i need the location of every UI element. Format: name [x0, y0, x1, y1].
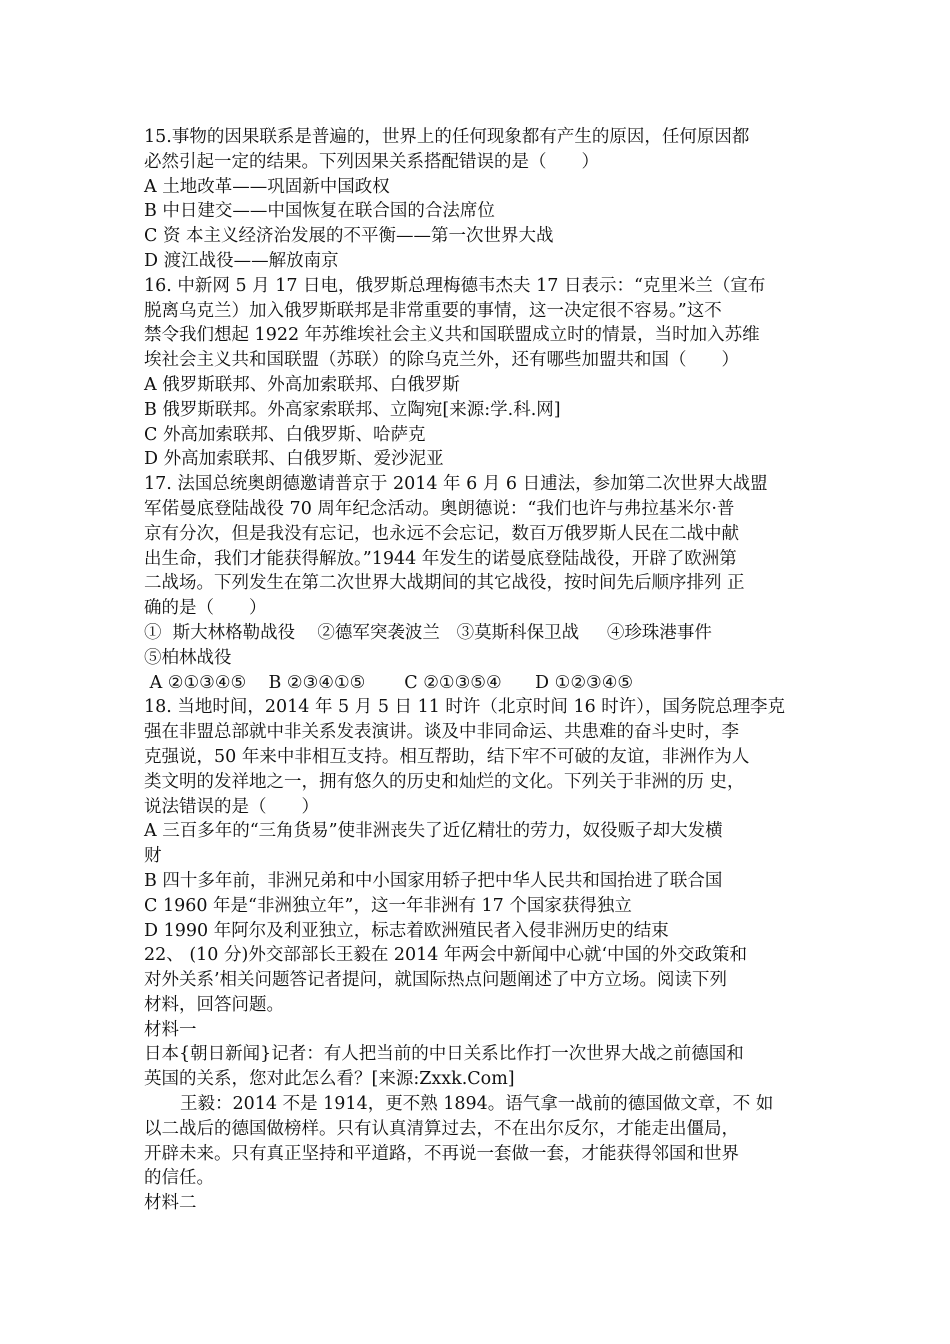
q17-stem-line-6: 确的是（ ） — [144, 598, 267, 619]
q18-stem-line-1: 18. 当地时间，2014 年 5 月 5 日 11 时许（北京时间 16 时许），国务院总理李克 — [144, 697, 786, 718]
q17-stem-line-5: 二战场。下列发生在第二次世界大战期间的其它战役，按时间先后顺序排列 正 — [144, 573, 745, 594]
q18-stem-line-2: 强在非盟总部就中非关系发表演讲。谈及中非同命运、共患难的奋斗史时，李 — [144, 722, 739, 743]
q18-stem-line-4: 类文明的发祥地之一，拥有悠久的历史和灿烂的文化。下列关于非洲的历 史， — [144, 771, 745, 792]
q15-option-c: C 资 本主义经济治发展的不平衡——第一次世界大战 — [144, 226, 554, 247]
q16-option-d: D 外高加索联邦、白俄罗斯、爱沙泥亚 — [144, 449, 444, 470]
q18-stem-line-5: 说法错误的是（ ） — [144, 796, 319, 817]
q22-stem-line-3: 材料，回答问题。 — [144, 994, 284, 1015]
q16-stem-line-2: 脱离乌克兰）加入俄罗斯联邦是非常重要的事情，这一决定很不容易。”这不 — [144, 300, 722, 321]
q16-stem-line-3: 禁令我们想起 1922 年苏维埃社会主义共和国联盟成立时的情景，当时加入苏维 — [144, 325, 760, 346]
q17-stem-line-3: 京有分次，但是我没有忘记，也永远不会忘记，数百万俄罗斯人民在二战中献 — [144, 523, 739, 544]
q16-stem-line-4: 埃社会主义共和国联盟（苏联）的除乌克兰外，还有哪些加盟共和国（ ） — [144, 350, 739, 371]
q16-option-a: A 俄罗斯联邦、外高加索联邦、白俄罗斯 — [144, 374, 460, 395]
q22-stem-line-1: 22、 (10 分)外交部部长王毅在 2014 年两会中新闻中心就‘中国的外交政策和 — [144, 945, 748, 966]
material-one-line-4: 以二战后的德国做榜样。只有认真清算过去，不在出尔反尔，才能走出僵局， — [144, 1118, 739, 1139]
q17-stem-line-1: 17. 法国总统奥朗德邀请普京于 2014 年 6 月 6 日逋法，参加第二次世界大战盟 — [144, 474, 768, 495]
q18-option-d: D 1990 年阿尔及利亚独立，标志着欧洲殖民者入侵非洲历史的结束 — [144, 920, 669, 941]
q15-stem-line-1: 15.事物的因果联系是普遍的，世界上的任何现象都有产生的原因，任何原因都 — [144, 127, 750, 147]
q18-stem-line-3: 克强说，50 年来中非相互支持。相互帮助，结下牢不可破的友谊，非洲作为人 — [144, 746, 750, 767]
q17-stem-line-4: 出生命，我们才能获得解放。”1944 年发生的诺曼底登陆战役，开辟了欧洲第 — [144, 548, 737, 569]
material-one-line-5: 开辟未来。只有真正坚持和平道路，不再说一套做一套，才能获得邻国和世界 — [144, 1143, 739, 1164]
material-one-line-2: 英国的关系，您对此怎么看？[来源:Zxxk.Com] — [144, 1069, 515, 1090]
material-one-line-6: 的信任。 — [144, 1168, 214, 1189]
q15-option-d: D 渡江战役——解放南京 — [144, 250, 339, 271]
q15-option-a: A 土地改革——巩固新中国政权 — [144, 176, 390, 197]
document-page — [144, 125, 814, 1216]
q15-option-b: B 中日建交——中国恢复在联合国的合法席位 — [144, 201, 495, 222]
q18-option-b: B 四十多年前，非洲兄弟和中小国家用轿子把中华人民共和国抬进了联合国 — [144, 870, 723, 891]
material-one-line-3: 王毅：2014 不是 1914，更不熟 1894。语气拿一战前的德国做文章，不 如 — [180, 1094, 774, 1115]
q18-option-a-line-2: 财 — [144, 846, 162, 867]
material-two-heading: 材料二 — [144, 1193, 197, 1214]
q17-stem-line-2: 军偌曼底登陆战役 70 周年纪念活动。奥朗德说：“我们也许与弗拉基米尔·普 — [144, 498, 735, 519]
q18-option-a-line-1: A 三百多年的“三角货易”使非洲丧失了近亿精壮的劳力，奴役贩子却大发横 — [144, 821, 723, 842]
material-one-line-1: 日本{朝日新闻}记者：有人把当前的中日关系比作打一次世界大战之前德国和 — [144, 1044, 744, 1065]
q17-events-line-2: ⑤柏林战役 — [144, 647, 232, 668]
q22-stem-line-2: 对外关系’相关问题答记者提问，就国际热点问题阐述了中方立场。阅读下列 — [144, 970, 728, 991]
q17-options: A ②①③④⑤ B ②③④①⑤ C ②①③⑤④ D ①②③④⑤ — [144, 672, 634, 693]
material-one-heading: 材料一 — [144, 1019, 197, 1040]
q16-stem-line-1: 16. 中新网 5 月 17 日电，俄罗斯总理梅德韦杰夫 17 日表示：“克里米兰（宣布 — [144, 275, 766, 296]
q17-events-line-1: ① 斯大林格勒战役 ②德军突袭波兰 ③莫斯科保卫战 ④珍珠港事件 — [144, 622, 712, 643]
q16-option-c: C 外高加索联邦、白俄罗斯、哈萨克 — [144, 424, 426, 445]
q18-option-c: C 1960 年是“非洲独立年”，这一年非洲有 17 个国家获得独立 — [144, 895, 632, 916]
q16-option-b: B 俄罗斯联邦。外高家索联邦、立陶宛[来源:学.科.网] — [144, 399, 561, 420]
q15-stem-line-2: 必然引起一定的结果。下列因果关系搭配错误的是（ ） — [144, 151, 599, 172]
